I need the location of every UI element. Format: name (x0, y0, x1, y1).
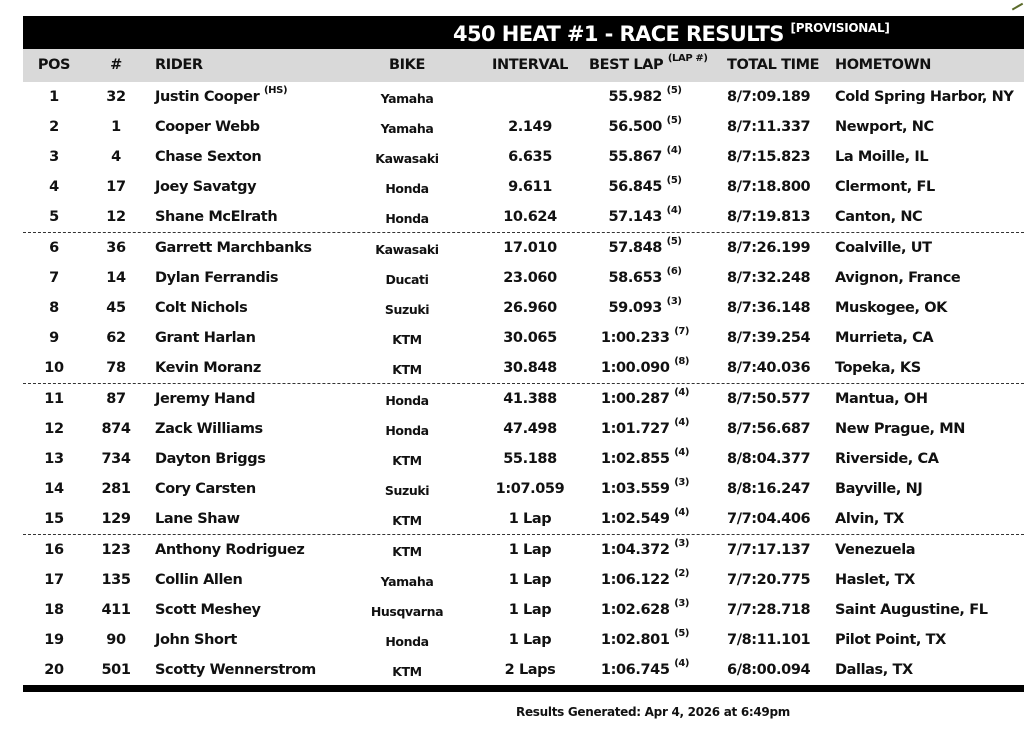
cell-total-time: 8/7:32.248 (727, 270, 811, 286)
cell-number: 734 (101, 451, 131, 467)
cell-pos: 7 (49, 270, 59, 286)
cell-best-lap (589, 387, 701, 407)
cell-interval: 47.498 (503, 421, 557, 437)
cell-total-time: 7/7:28.718 (727, 602, 811, 618)
cell-rider (155, 632, 237, 648)
cell-bike: KTM (392, 664, 422, 679)
cell-best-lap (589, 538, 701, 558)
cell-number: 17 (106, 179, 126, 195)
cell-rider (155, 421, 263, 437)
best-lap-time: 1:02.855 (600, 451, 670, 467)
cell-rider (155, 149, 261, 165)
rider-name: Cory Carsten (155, 481, 256, 497)
cell-best-lap (589, 296, 701, 316)
rider-name: Scott Meshey (155, 602, 261, 618)
cell-hometown: Murrieta, CA (835, 330, 934, 346)
table-row (23, 82, 1024, 112)
cell-best-lap (589, 507, 701, 527)
cell-hometown: Bayville, NJ (835, 481, 923, 497)
cell-pos: 6 (49, 240, 59, 256)
cell-rider (155, 572, 242, 588)
table-row (23, 202, 1024, 233)
cell-bike: Kawasaki (375, 242, 439, 257)
cell-best-lap (589, 205, 701, 225)
cell-best-lap (589, 326, 701, 346)
cell-bike: KTM (392, 332, 422, 347)
table-header (23, 49, 1024, 82)
col-header-interval: INTERVAL (492, 57, 568, 73)
table-row (23, 474, 1024, 504)
cell-hometown: Clermont, FL (835, 179, 935, 195)
best-lap-time: 1:06.122 (600, 572, 670, 588)
cell-number: 4 (111, 149, 121, 165)
best-lap-number: (4) (674, 658, 690, 670)
cell-hometown: Pilot Point, TX (835, 632, 946, 648)
title-tag: [PROVISIONAL] (790, 21, 890, 35)
table-row (23, 263, 1024, 293)
rider-name: Dayton Briggs (155, 451, 266, 467)
cell-best-lap (589, 356, 701, 376)
cell-number: 45 (106, 300, 126, 316)
best-lap-time: 1:02.628 (600, 602, 670, 618)
cell-number: 874 (101, 421, 131, 437)
cell-total-time: 8/7:09.189 (727, 89, 811, 105)
table-row (23, 535, 1024, 565)
table-row (23, 172, 1024, 202)
cell-interval: 1 Lap (508, 542, 552, 558)
cell-bike: Honda (385, 634, 429, 649)
rider-name: Chase Sexton (155, 149, 262, 165)
cell-best-lap (589, 477, 701, 497)
cell-interval: 26.960 (503, 300, 557, 316)
cell-total-time: 8/7:26.199 (727, 240, 811, 256)
cell-hometown: Haslet, TX (835, 572, 915, 588)
cell-hometown: Cold Spring Harbor, NY (835, 89, 1014, 105)
cell-hometown: Avignon, France (835, 270, 961, 286)
best-lap-time: 1:00.090 (600, 360, 670, 376)
cell-rider (155, 511, 240, 527)
best-lap-number: (5) (666, 175, 682, 187)
table-row (23, 233, 1024, 263)
rider-name: Scotty Wennerstrom (155, 662, 316, 678)
rider-name: Jeremy Hand (155, 391, 256, 407)
cell-bike: Yamaha (380, 121, 434, 136)
best-lap-time: 1:06.745 (600, 662, 670, 678)
cell-total-time: 8/7:50.577 (727, 391, 811, 407)
cell-total-time: 8/7:19.813 (727, 209, 811, 225)
cell-number: 87 (106, 391, 126, 407)
cell-hometown: La Moille, IL (835, 149, 929, 165)
cell-rider (155, 85, 288, 105)
best-lap-number: (4) (674, 417, 690, 429)
cell-rider (155, 209, 277, 225)
title-bar (23, 16, 1024, 49)
cell-total-time: 8/7:18.800 (727, 179, 811, 195)
page-title (453, 22, 890, 46)
rider-name: Shane McElrath (155, 209, 278, 225)
cell-bike: Yamaha (380, 574, 434, 589)
cell-rider (155, 270, 278, 286)
cell-best-lap (589, 145, 701, 165)
col-header-hometown: HOMETOWN (835, 57, 931, 73)
cell-pos: 10 (44, 360, 64, 376)
cell-best-lap (589, 598, 701, 618)
cell-hometown: Muskogee, OK (835, 300, 947, 316)
cell-total-time: 8/7:39.254 (727, 330, 811, 346)
best-lap-time: 57.848 (608, 240, 662, 256)
cell-number: 129 (101, 511, 131, 527)
cell-total-time: 8/7:11.337 (727, 119, 811, 135)
cell-bike: Kawasaki (375, 151, 439, 166)
best-lap-time: 56.845 (608, 179, 662, 195)
cell-interval: 6.635 (508, 149, 552, 165)
cell-bike: Honda (385, 393, 429, 408)
best-lap-time: 58.653 (608, 270, 662, 286)
cell-total-time: 7/7:04.406 (727, 511, 811, 527)
col-header-best-lap-label: BEST LAP (589, 57, 664, 73)
cell-rider (155, 179, 256, 195)
cell-rider (155, 240, 312, 256)
cell-bike: Husqvarna (370, 604, 444, 619)
cell-interval: 2.149 (508, 119, 552, 135)
cell-hometown: Topeka, KS (835, 360, 921, 376)
rider-name: Kevin Moranz (155, 360, 261, 376)
cell-bike: Yamaha (380, 91, 434, 106)
best-lap-time: 59.093 (608, 300, 662, 316)
best-lap-time: 1:03.559 (600, 481, 670, 497)
rider-name: Justin Cooper (155, 89, 260, 105)
results-table-body (23, 82, 1024, 692)
cell-hometown: Canton, NC (835, 209, 923, 225)
table-row (23, 595, 1024, 625)
cell-best-lap (589, 266, 701, 286)
cell-total-time: 8/7:56.687 (727, 421, 811, 437)
cell-rider (155, 360, 261, 376)
cell-interval: 10.624 (503, 209, 557, 225)
best-lap-number: (7) (674, 326, 690, 338)
cell-rider (155, 119, 260, 135)
cell-bike: Ducati (385, 272, 429, 287)
results-sheet (23, 16, 1024, 692)
best-lap-time: 1:02.801 (600, 632, 670, 648)
cell-total-time: 8/7:40.036 (727, 360, 811, 376)
cell-total-time: 8/7:15.823 (727, 149, 811, 165)
col-header-rider: RIDER (155, 57, 203, 73)
cell-pos: 4 (49, 179, 59, 195)
title-main: 450 HEAT #1 - RACE RESULTS (453, 22, 784, 46)
cell-pos: 5 (49, 209, 59, 225)
cell-interval: 30.065 (503, 330, 557, 346)
cell-hometown: Newport, NC (835, 119, 934, 135)
cell-pos: 13 (44, 451, 64, 467)
cell-rider (155, 300, 247, 316)
table-row (23, 112, 1024, 142)
cell-interval: 41.388 (503, 391, 557, 407)
cell-total-time: 7/7:17.137 (727, 542, 811, 558)
table-row (23, 414, 1024, 444)
cell-bike: Honda (385, 211, 429, 226)
best-lap-time: 57.143 (608, 209, 662, 225)
cell-rider (155, 542, 304, 558)
cell-total-time: 6/8:00.094 (727, 662, 811, 678)
best-lap-time: 55.867 (608, 149, 662, 165)
cell-total-time: 8/7:36.148 (727, 300, 811, 316)
table-row (23, 655, 1024, 692)
cell-hometown: Riverside, CA (835, 451, 939, 467)
corner-mark-icon (1009, 0, 1023, 10)
cell-best-lap (589, 417, 701, 437)
best-lap-time: 55.982 (608, 89, 662, 105)
cell-best-lap (589, 447, 701, 467)
best-lap-number: (3) (674, 538, 690, 550)
cell-number: 78 (106, 360, 126, 376)
cell-number: 90 (106, 632, 126, 648)
cell-hometown: Alvin, TX (835, 511, 904, 527)
cell-bike: Suzuki (384, 302, 430, 317)
cell-interval: 9.611 (508, 179, 552, 195)
cell-pos: 12 (44, 421, 64, 437)
cell-rider (155, 391, 255, 407)
col-header-bike: BIKE (389, 57, 425, 73)
cell-interval: 1 Lap (508, 572, 552, 588)
best-lap-number: (4) (666, 205, 682, 217)
cell-interval: 1 Lap (508, 602, 552, 618)
best-lap-number: (5) (666, 115, 682, 127)
cell-number: 32 (106, 89, 126, 105)
table-row (23, 142, 1024, 172)
cell-rider (155, 330, 256, 346)
cell-bike: Suzuki (384, 483, 430, 498)
best-lap-time: 1:00.287 (600, 391, 670, 407)
cell-interval: 17.010 (503, 240, 557, 256)
cell-best-lap (589, 85, 701, 105)
cell-interval: 55.188 (503, 451, 557, 467)
cell-hometown: Mantua, OH (835, 391, 928, 407)
cell-pos: 11 (44, 391, 64, 407)
cell-hometown: Dallas, TX (835, 662, 913, 678)
cell-rider (155, 602, 261, 618)
cell-number: 14 (106, 270, 126, 286)
cell-best-lap (589, 175, 701, 195)
footer-text: Results Generated: Apr 4, 2026 at 6:49pm (516, 705, 790, 719)
cell-best-lap (589, 658, 701, 678)
cell-number: 135 (101, 572, 131, 588)
table-row (23, 504, 1024, 535)
table-row (23, 565, 1024, 595)
cell-pos: 14 (44, 481, 64, 497)
cell-interval: 1 Lap (508, 632, 552, 648)
rider-name: Dylan Ferrandis (155, 270, 279, 286)
best-lap-number: (8) (674, 356, 690, 368)
col-header-best-lap (589, 53, 708, 73)
cell-best-lap (589, 115, 701, 135)
table-row (23, 353, 1024, 384)
best-lap-number: (4) (674, 447, 690, 459)
best-lap-number: (6) (666, 266, 682, 278)
cell-hometown: Saint Augustine, FL (835, 602, 988, 618)
cell-hometown: New Prague, MN (835, 421, 966, 437)
rider-name: Colt Nichols (155, 300, 248, 316)
cell-rider (155, 662, 316, 678)
best-lap-number: (4) (666, 145, 682, 157)
cell-total-time: 8/8:16.247 (727, 481, 811, 497)
cell-bike: Honda (385, 423, 429, 438)
rider-badge: (HS) (264, 85, 288, 97)
rider-name: Collin Allen (155, 572, 243, 588)
cell-pos: 20 (44, 662, 64, 678)
cell-total-time: 8/8:04.377 (727, 451, 811, 467)
table-row (23, 384, 1024, 414)
best-lap-number: (3) (666, 296, 682, 308)
cell-bike: KTM (392, 513, 422, 528)
cell-hometown: Venezuela (835, 542, 916, 558)
cell-pos: 8 (49, 300, 59, 316)
rider-name: Joey Savatgy (155, 179, 257, 195)
cell-bike: KTM (392, 544, 422, 559)
rider-name: Lane Shaw (155, 511, 240, 527)
cell-number: 62 (106, 330, 126, 346)
col-header-total-time: TOTAL TIME (727, 57, 820, 73)
rider-name: Cooper Webb (155, 119, 260, 135)
cell-interval: 1:07.059 (495, 481, 565, 497)
cell-pos: 3 (49, 149, 59, 165)
cell-hometown: Coalville, UT (835, 240, 932, 256)
table-row (23, 293, 1024, 323)
best-lap-time: 56.500 (608, 119, 662, 135)
cell-number: 123 (101, 542, 131, 558)
col-header-best-lap-sup: (LAP #) (667, 53, 708, 65)
table-row (23, 323, 1024, 353)
cell-pos: 9 (49, 330, 59, 346)
best-lap-number: (3) (674, 477, 690, 489)
rider-name: Zack Williams (155, 421, 263, 437)
cell-pos: 18 (44, 602, 64, 618)
cell-pos: 15 (44, 511, 64, 527)
rider-name: Grant Harlan (155, 330, 256, 346)
cell-total-time: 7/7:20.775 (727, 572, 811, 588)
best-lap-time: 1:01.727 (600, 421, 670, 437)
cell-pos: 1 (49, 89, 59, 105)
best-lap-time: 1:02.549 (600, 511, 670, 527)
cell-bike: KTM (392, 362, 422, 377)
best-lap-time: 1:04.372 (600, 542, 670, 558)
best-lap-number: (2) (674, 568, 690, 580)
cell-number: 501 (101, 662, 131, 678)
cell-interval: 30.848 (503, 360, 557, 376)
cell-number: 36 (106, 240, 126, 256)
cell-interval: 2 Laps (504, 662, 556, 678)
cell-pos: 16 (44, 542, 64, 558)
cell-pos: 2 (49, 119, 59, 135)
cell-number: 281 (101, 481, 131, 497)
cell-rider (155, 451, 265, 467)
best-lap-number: (4) (674, 387, 690, 399)
cell-number: 12 (106, 209, 126, 225)
cell-number: 411 (101, 602, 131, 618)
best-lap-number: (4) (674, 507, 690, 519)
cell-best-lap (589, 628, 701, 648)
cell-rider (155, 481, 256, 497)
rider-name: John Short (155, 632, 237, 648)
cell-pos: 19 (44, 632, 64, 648)
cell-number: 1 (111, 119, 121, 135)
best-lap-number: (3) (674, 598, 690, 610)
rider-name: Anthony Rodriguez (155, 542, 305, 558)
col-header-number: # (110, 57, 122, 73)
col-header-pos: POS (37, 57, 71, 73)
cell-interval: 1 Lap (508, 511, 552, 527)
cell-bike: KTM (392, 453, 422, 468)
table-row (23, 625, 1024, 655)
best-lap-number: (5) (674, 628, 690, 640)
results-generated-footer (0, 705, 1024, 719)
best-lap-number: (5) (666, 236, 682, 248)
cell-best-lap (589, 568, 701, 588)
best-lap-time: 1:00.233 (600, 330, 670, 346)
cell-bike: Honda (385, 181, 429, 196)
table-row (23, 444, 1024, 474)
cell-best-lap (589, 236, 701, 256)
cell-total-time: 7/8:11.101 (727, 632, 811, 648)
cell-pos: 17 (44, 572, 64, 588)
rider-name: Garrett Marchbanks (155, 240, 312, 256)
best-lap-number: (5) (666, 85, 682, 97)
cell-interval: 23.060 (503, 270, 557, 286)
